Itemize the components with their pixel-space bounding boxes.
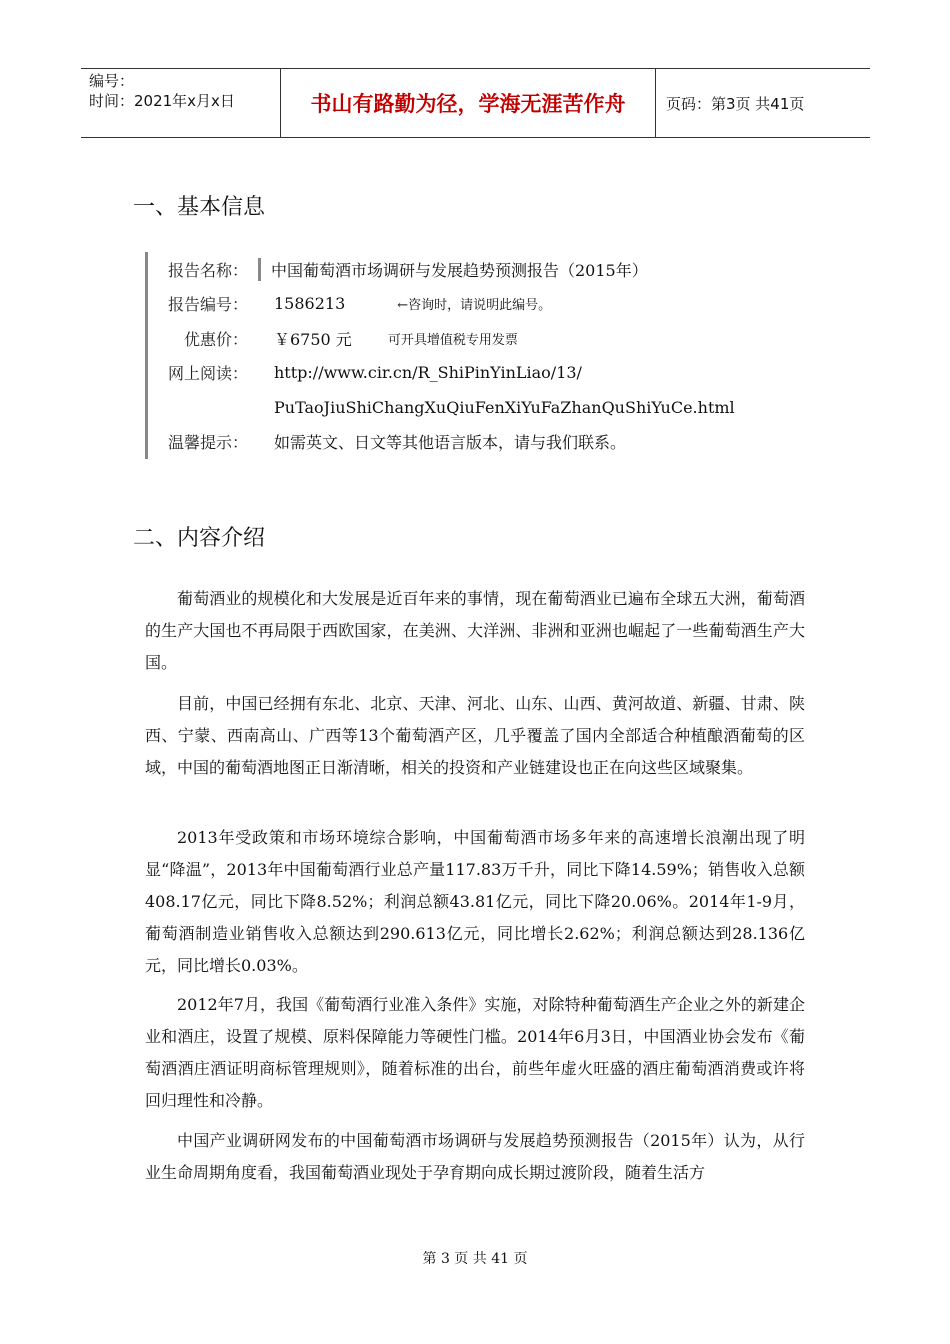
section-title-basic-info: 一、基本信息 [133, 195, 266, 220]
info-value: 如需英文、日文等其他语言版本，请与我们联系。 [274, 433, 627, 453]
header-time: 时间：2021年x月x日 [89, 92, 235, 110]
info-label: 温馨提示： [167, 433, 248, 453]
info-label: 优惠价： [183, 329, 248, 349]
info-row-tip [148, 425, 788, 460]
section-title-content: 二、内容介绍 [133, 526, 266, 551]
info-url-line1[interactable]: http://www.cir.cn/R_ShiPinYinLiao/13/ [274, 363, 582, 383]
page-footer: 第 3 页 共 41 页 [422, 1251, 528, 1267]
info-row-url [148, 356, 788, 391]
paragraph: 葡萄酒业的规模化和大发展是近百年来的事情，现在葡萄酒业已遍布全球五大洲，葡萄酒的生产大国也不再局限于西欧国家，在美洲、大洋洲、非洲和亚洲也崛起了一些葡萄酒生产大国。 [145, 589, 805, 672]
info-value: 1586213 [274, 294, 346, 314]
info-row-name [148, 252, 788, 287]
info-note: ←咨询时，请说明此编号。 [397, 298, 552, 314]
info-label: 报告名称： [167, 260, 248, 280]
info-value: ￥6750 元 [274, 329, 352, 349]
header-meta [81, 69, 281, 137]
paragraph: 2012年7月，我国《葡萄酒行业准入条件》实施，对除特种葡萄酒生产企业之外的新建企业和酒庄，设置了规模、原料保障能力等硬性门槛。2014年6月3日，中国酒业协会发布《葡萄酒酒庄酒证明商标管理规则》，随着标准的出台，前些年虚火旺盛的酒庄葡萄酒消费或许将回归理性和冷静。 [145, 995, 805, 1110]
info-row-code [148, 287, 788, 322]
info-table [145, 252, 788, 459]
info-note: 可开具增值税专用发票 [387, 332, 518, 348]
paragraph: 2013年受政策和市场环境综合影响，中国葡萄酒市场多年来的高速增长浪潮出现了明显“降温”，2013年中国葡萄酒行业总产量117.83万千升，同比下降14.59%；销售收入总额408.17亿元，同比下降8.52%；利润总额43.81亿元，同比下降20.06%。2014年1-9月，葡萄酒制造业销售收入总额达到290.613亿元，同比增长2.62%；利润总额达到28.136亿元，同比增长0.03%。 [145, 828, 805, 975]
info-value: 中国葡萄酒市场调研与发展趋势预测报告（2015年） [258, 258, 648, 281]
paragraph: 目前，中国已经拥有东北、北京、天津、河北、山东、山西、黄河故道、新疆、甘肃、陕西、宁蒙、西南高山、广西等13个葡萄酒产区，几乎覆盖了国内全部适合种植酿酒葡萄的区域，中国的葡萄酒地图正日渐清晰，相关的投资和产业链建设也正在向这些区域聚集。 [145, 694, 805, 777]
info-label: 报告编号： [167, 295, 248, 315]
paragraph: 中国产业调研网发布的中国葡萄酒市场调研与发展趋势预测报告（2015年）认为，从行业生命周期角度看，我国葡萄酒业现处于孕育期向成长期过渡阶段，随着生活方 [145, 1131, 805, 1182]
header-number: 编号： [89, 72, 135, 90]
info-row-url-cont [148, 390, 788, 425]
header-motto: 书山有路勤为径，学海无涯苦作舟 [281, 69, 656, 137]
info-label: 网上阅读： [167, 364, 248, 384]
info-row-price [148, 321, 788, 356]
info-url-line2[interactable]: PuTaoJiuShiChangXuQiuFenXiYuFaZhanQuShiYuCe.html [274, 397, 735, 417]
header-page-info: 页码：第3页 共41页 [666, 94, 805, 113]
page-header [81, 68, 870, 138]
